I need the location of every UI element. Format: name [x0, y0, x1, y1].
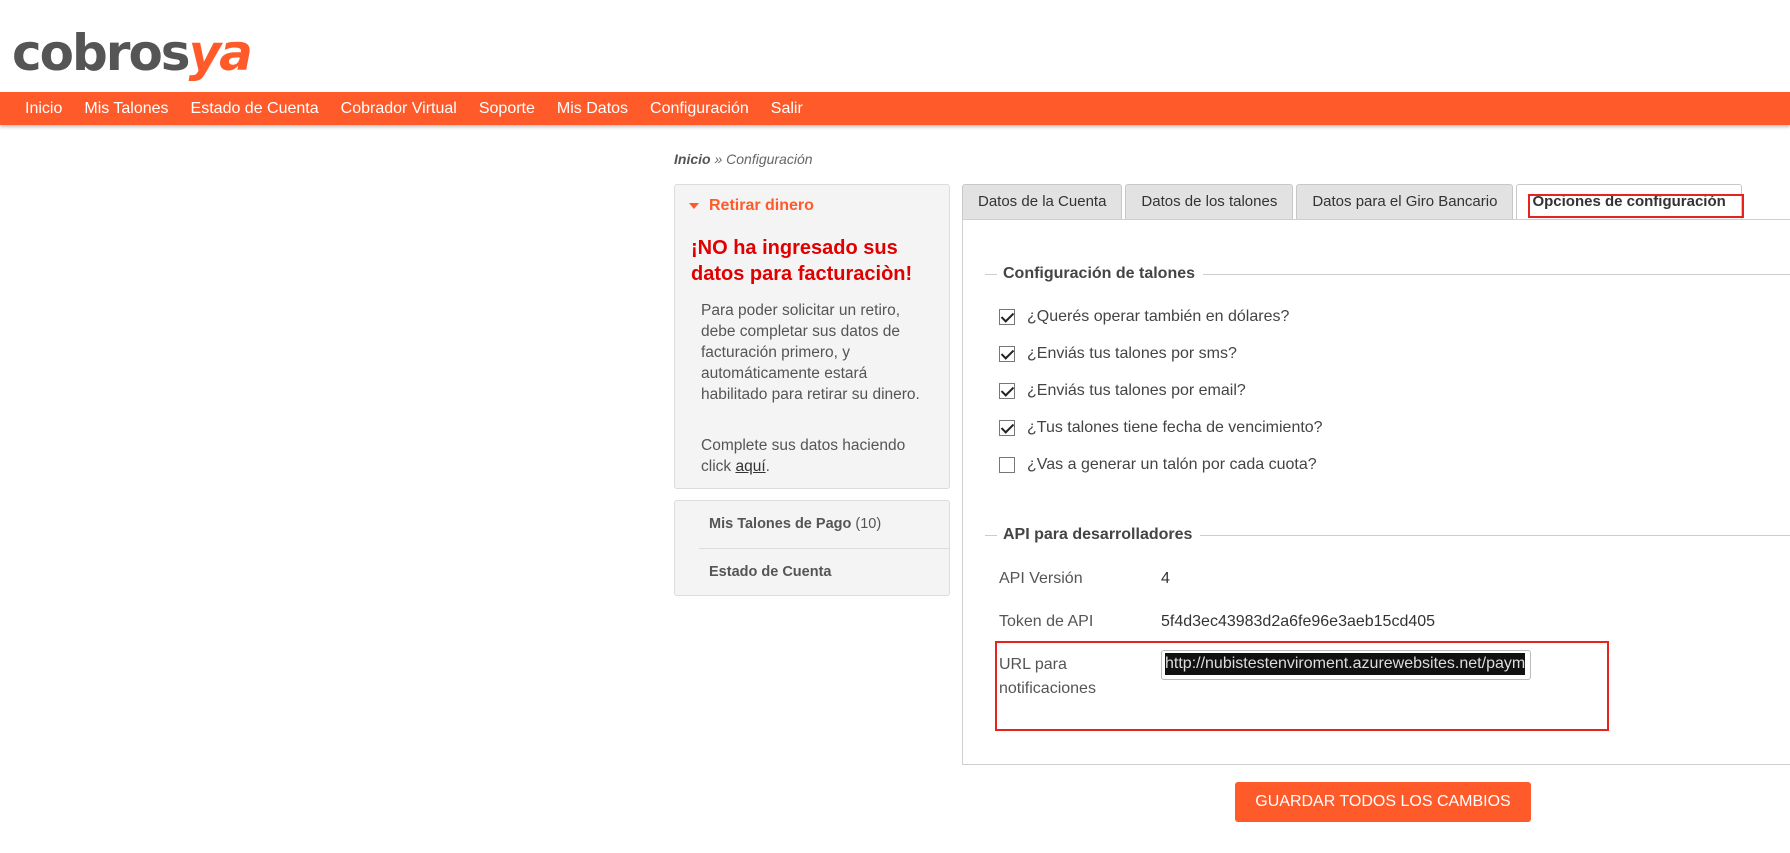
api-section-legend — [985, 526, 1790, 544]
complete-data-link[interactable]: aquí — [735, 458, 766, 475]
sms-label: ¿Enviás tus talones por sms? — [1027, 345, 1237, 362]
complete-data-suffix: . — [765, 458, 770, 475]
config-tabs — [962, 184, 1742, 220]
cobrosya-logo[interactable] — [12, 16, 251, 82]
legend-dash — [985, 274, 997, 275]
billing-warning-title: ¡NO ha ingresado sus datos para facturaciòn! — [691, 237, 913, 285]
retirar-dinero-toggle[interactable] — [689, 197, 814, 215]
option-dolares — [999, 308, 1289, 326]
save-all-button[interactable]: GUARDAR TODOS LOS CAMBIOS — [1235, 782, 1531, 822]
api-token-value: 5f4d3ec43983d2a6fe96e3aeb15cd405 — [1161, 613, 1436, 630]
option-email — [999, 382, 1246, 400]
option-vencimiento — [999, 419, 1323, 437]
main-nav — [0, 92, 1790, 125]
url-highlight-box — [995, 641, 1609, 731]
url-label-line2: notificaciones — [999, 680, 1096, 697]
tab-datos-cuenta[interactable]: Datos de la Cuenta — [962, 184, 1122, 220]
vencimiento-checkbox[interactable] — [999, 420, 1015, 436]
retirar-dinero-box — [674, 184, 950, 489]
sidebar-item-mis-talones[interactable] — [709, 516, 881, 532]
talones-count: (10) — [855, 516, 882, 532]
caret-down-icon — [689, 203, 699, 209]
legend-rule — [1200, 535, 1790, 536]
breadcrumb-home[interactable]: Inicio — [674, 151, 711, 167]
nav-soporte[interactable]: Soporte — [478, 100, 535, 117]
breadcrumb-separator: » — [714, 151, 723, 167]
retirar-dinero-label: Retirar dinero — [709, 197, 814, 214]
sidebar-item-label: Mis Talones de Pago — [709, 516, 852, 532]
legend-dash — [985, 535, 997, 536]
dolares-checkbox[interactable] — [999, 309, 1015, 325]
cuota-label: ¿Vas a generar un talón por cada cuota? — [1027, 456, 1317, 473]
config-panel — [962, 219, 1790, 765]
cuota-checkbox[interactable] — [999, 457, 1015, 473]
complete-data-text — [701, 435, 931, 477]
email-checkbox[interactable] — [999, 383, 1015, 399]
tab-highlight-box — [1528, 194, 1743, 218]
nav-mis-datos[interactable]: Mis Datos — [556, 100, 629, 117]
tab-datos-talones[interactable]: Datos de los talones — [1125, 184, 1293, 220]
complete-data-prefix: Complete sus datos haciendo click — [701, 437, 906, 475]
logo-accent-text: ya — [188, 24, 251, 82]
nav-mis-talones[interactable]: Mis Talones — [84, 100, 169, 117]
dolares-label: ¿Querés operar también en dólares? — [1027, 308, 1290, 325]
nav-configuracion[interactable]: Configuración — [650, 100, 749, 117]
api-legend-text: API para desarrolladores — [1003, 526, 1193, 543]
api-token-label: Token de API — [999, 613, 1094, 630]
option-cuota — [999, 456, 1317, 474]
sidebar-item-estado-de-cuenta[interactable]: Estado de Cuenta — [709, 564, 832, 580]
sms-checkbox[interactable] — [999, 346, 1015, 362]
talones-legend-text: Configuración de talones — [1003, 265, 1196, 282]
legend-rule — [1203, 274, 1790, 275]
nav-cobrador-virtual[interactable]: Cobrador Virtual — [340, 100, 457, 117]
breadcrumb-current: Configuración — [726, 151, 813, 167]
billing-warning-text: Para poder solicitar un retiro, debe completar sus datos de facturación primero, y automáticamente estará habilitado para retirar su dinero. — [701, 302, 920, 403]
nav-inicio[interactable]: Inicio — [25, 100, 63, 117]
logo-main-text: cobros — [12, 24, 189, 82]
api-version-label: API Versión — [999, 570, 1083, 587]
option-sms — [999, 345, 1237, 363]
sidebar-divider — [699, 548, 949, 549]
talones-section-legend — [985, 265, 1790, 283]
nav-estado-de-cuenta[interactable]: Estado de Cuenta — [190, 100, 319, 117]
nav-salir[interactable]: Salir — [770, 100, 803, 117]
url-input-value: http://nubistestenviroment.azurewebsites.net/paym — [1165, 653, 1525, 675]
api-version-value: 4 — [1161, 570, 1170, 587]
vencimiento-label: ¿Tus talones tiene fecha de vencimiento? — [1027, 419, 1323, 436]
breadcrumb — [674, 151, 813, 167]
tab-giro-bancario[interactable]: Datos para el Giro Bancario — [1296, 184, 1513, 220]
url-label-line1: URL para — [999, 656, 1067, 673]
tab-label: Opciones de configuración — [1532, 193, 1726, 210]
email-label: ¿Enviás tus talones por email? — [1027, 382, 1246, 399]
sidebar-menu — [674, 500, 950, 596]
tab-opciones-configuracion[interactable] — [1516, 184, 1741, 220]
